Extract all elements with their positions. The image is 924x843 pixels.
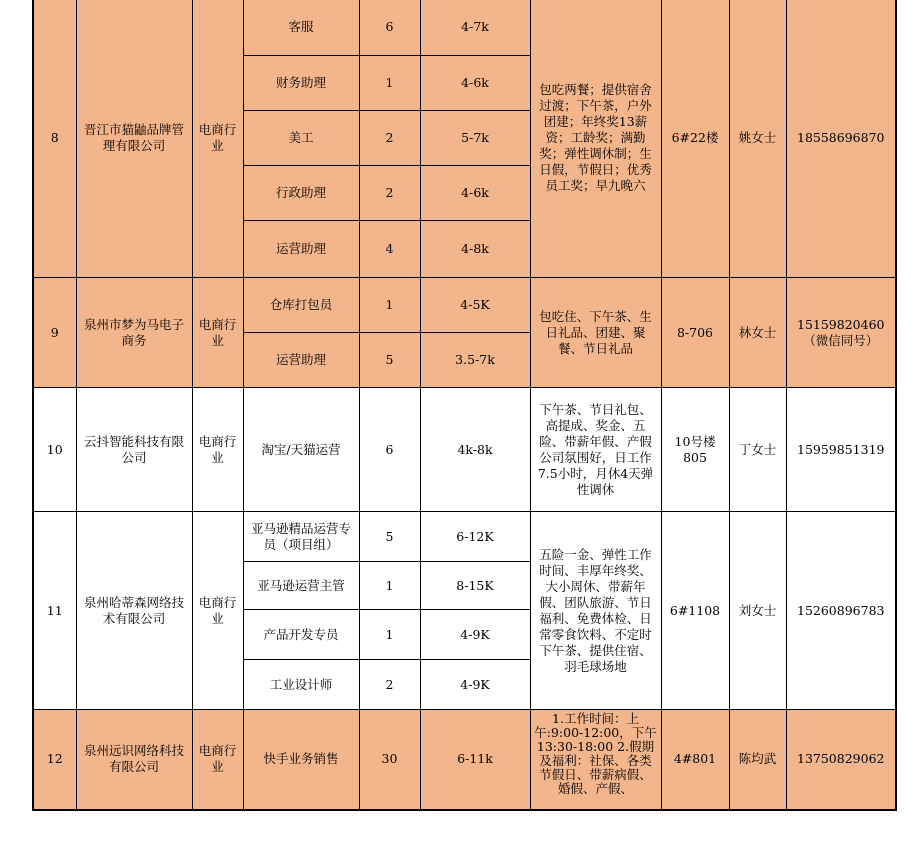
position-salary: 4-9K <box>420 610 530 660</box>
industry: 电商行业 <box>192 0 243 278</box>
company-name: 泉州市梦为马电子商务 <box>76 278 192 388</box>
row-number: 10 <box>33 388 76 512</box>
benefits: 下午茶、节日礼包、高提成、奖金、五险、带薪年假、产假公司氛围好，日工作7.5小时，月休4天弹性调休 <box>530 388 661 512</box>
position-count: 1 <box>359 610 420 660</box>
position-title: 财务助理 <box>243 56 359 111</box>
company-name: 泉州哈蒂森网络技术有限公司 <box>76 512 192 710</box>
position-salary: 4-8k <box>420 221 530 278</box>
industry: 电商行业 <box>192 710 243 810</box>
row-number: 12 <box>33 710 76 810</box>
table-row <box>33 0 896 56</box>
position-title: 淘宝/天猫运营 <box>243 388 359 512</box>
table-row <box>33 512 896 562</box>
position-salary: 4-6k <box>420 56 530 111</box>
contact-person: 刘女士 <box>729 512 786 710</box>
address: 4#801 <box>661 710 729 810</box>
position-title: 美工 <box>243 111 359 166</box>
position-title: 客服 <box>243 0 359 56</box>
phone-number: 15159820460（微信同号） <box>786 278 896 388</box>
benefits: 包吃两餐；提供宿舍过渡；下午茶，户外团建；年终奖13薪资；工龄奖；满勤奖；弹性调休制；生日假，节假日；优秀员工奖；早九晚六 <box>530 0 661 278</box>
table-row <box>33 278 896 333</box>
industry: 电商行业 <box>192 278 243 388</box>
address: 10号楼805 <box>661 388 729 512</box>
contact-person: 陈均武 <box>729 710 786 810</box>
position-count: 6 <box>359 0 420 56</box>
position-salary: 4k-8k <box>420 388 530 512</box>
position-salary: 4-9K <box>420 660 530 710</box>
position-salary: 5-7k <box>420 111 530 166</box>
position-salary: 4-7k <box>420 0 530 56</box>
company-name: 泉州远识网络科技有限公司 <box>76 710 192 810</box>
position-title: 仓库打包员 <box>243 278 359 333</box>
position-title: 产品开发专员 <box>243 610 359 660</box>
position-title: 运营助理 <box>243 221 359 278</box>
position-count: 2 <box>359 660 420 710</box>
position-count: 5 <box>359 333 420 388</box>
industry: 电商行业 <box>192 512 243 710</box>
company-name: 云抖智能科技有限公司 <box>76 388 192 512</box>
contact-person: 林女士 <box>729 278 786 388</box>
table-row <box>33 388 896 512</box>
contact-person: 丁女士 <box>729 388 786 512</box>
position-count: 1 <box>359 278 420 333</box>
phone-number: 15260896783 <box>786 512 896 710</box>
position-salary: 4-6k <box>420 166 530 221</box>
position-salary: 8-15K <box>420 562 530 610</box>
position-count: 1 <box>359 56 420 111</box>
position-title: 行政助理 <box>243 166 359 221</box>
contact-person: 姚女士 <box>729 0 786 278</box>
address: 6#1108 <box>661 512 729 710</box>
benefits: 包吃住、下午茶、生日礼品、团建、聚餐、节日礼品 <box>530 278 661 388</box>
position-count: 2 <box>359 166 420 221</box>
position-salary: 6-12K <box>420 512 530 562</box>
company-name: 晋江市猫鼬品牌管理有限公司 <box>76 0 192 278</box>
row-number: 11 <box>33 512 76 710</box>
phone-number: 13750829062 <box>786 710 896 810</box>
position-salary: 4-5K <box>420 278 530 333</box>
phone-number: 15959851319 <box>786 388 896 512</box>
row-number: 9 <box>33 278 76 388</box>
position-title: 运营助理 <box>243 333 359 388</box>
position-count: 1 <box>359 562 420 610</box>
job-listing-table <box>32 0 897 811</box>
position-count: 6 <box>359 388 420 512</box>
industry: 电商行业 <box>192 388 243 512</box>
position-count: 4 <box>359 221 420 278</box>
position-count: 30 <box>359 710 420 810</box>
position-title: 快手业务销售 <box>243 710 359 810</box>
position-title: 亚马逊运营主管 <box>243 562 359 610</box>
position-salary: 6-11k <box>420 710 530 810</box>
row-number: 8 <box>33 0 76 278</box>
position-count: 2 <box>359 111 420 166</box>
benefits: 五险一金、弹性工作时间、丰厚年终奖、大小周休、带薪年假、团队旅游、节日福利、免费体检、日常零食饮料、不定时下午茶、提供住宿、羽毛球场地 <box>530 512 661 710</box>
position-title: 工业设计师 <box>243 660 359 710</box>
position-title: 亚马逊精品运营专员（项目组） <box>243 512 359 562</box>
address: 8-706 <box>661 278 729 388</box>
phone-number: 18558696870 <box>786 0 896 278</box>
position-count: 5 <box>359 512 420 562</box>
table-row <box>33 710 896 810</box>
benefits: 1.工作时间：上午:9:00-12:00，下午13:30-18:00 2.假期及福利：社保、各类节假日、带薪病假、婚假、产假、 <box>530 710 661 810</box>
position-salary: 3.5-7k <box>420 333 530 388</box>
address: 6#22楼 <box>661 0 729 278</box>
